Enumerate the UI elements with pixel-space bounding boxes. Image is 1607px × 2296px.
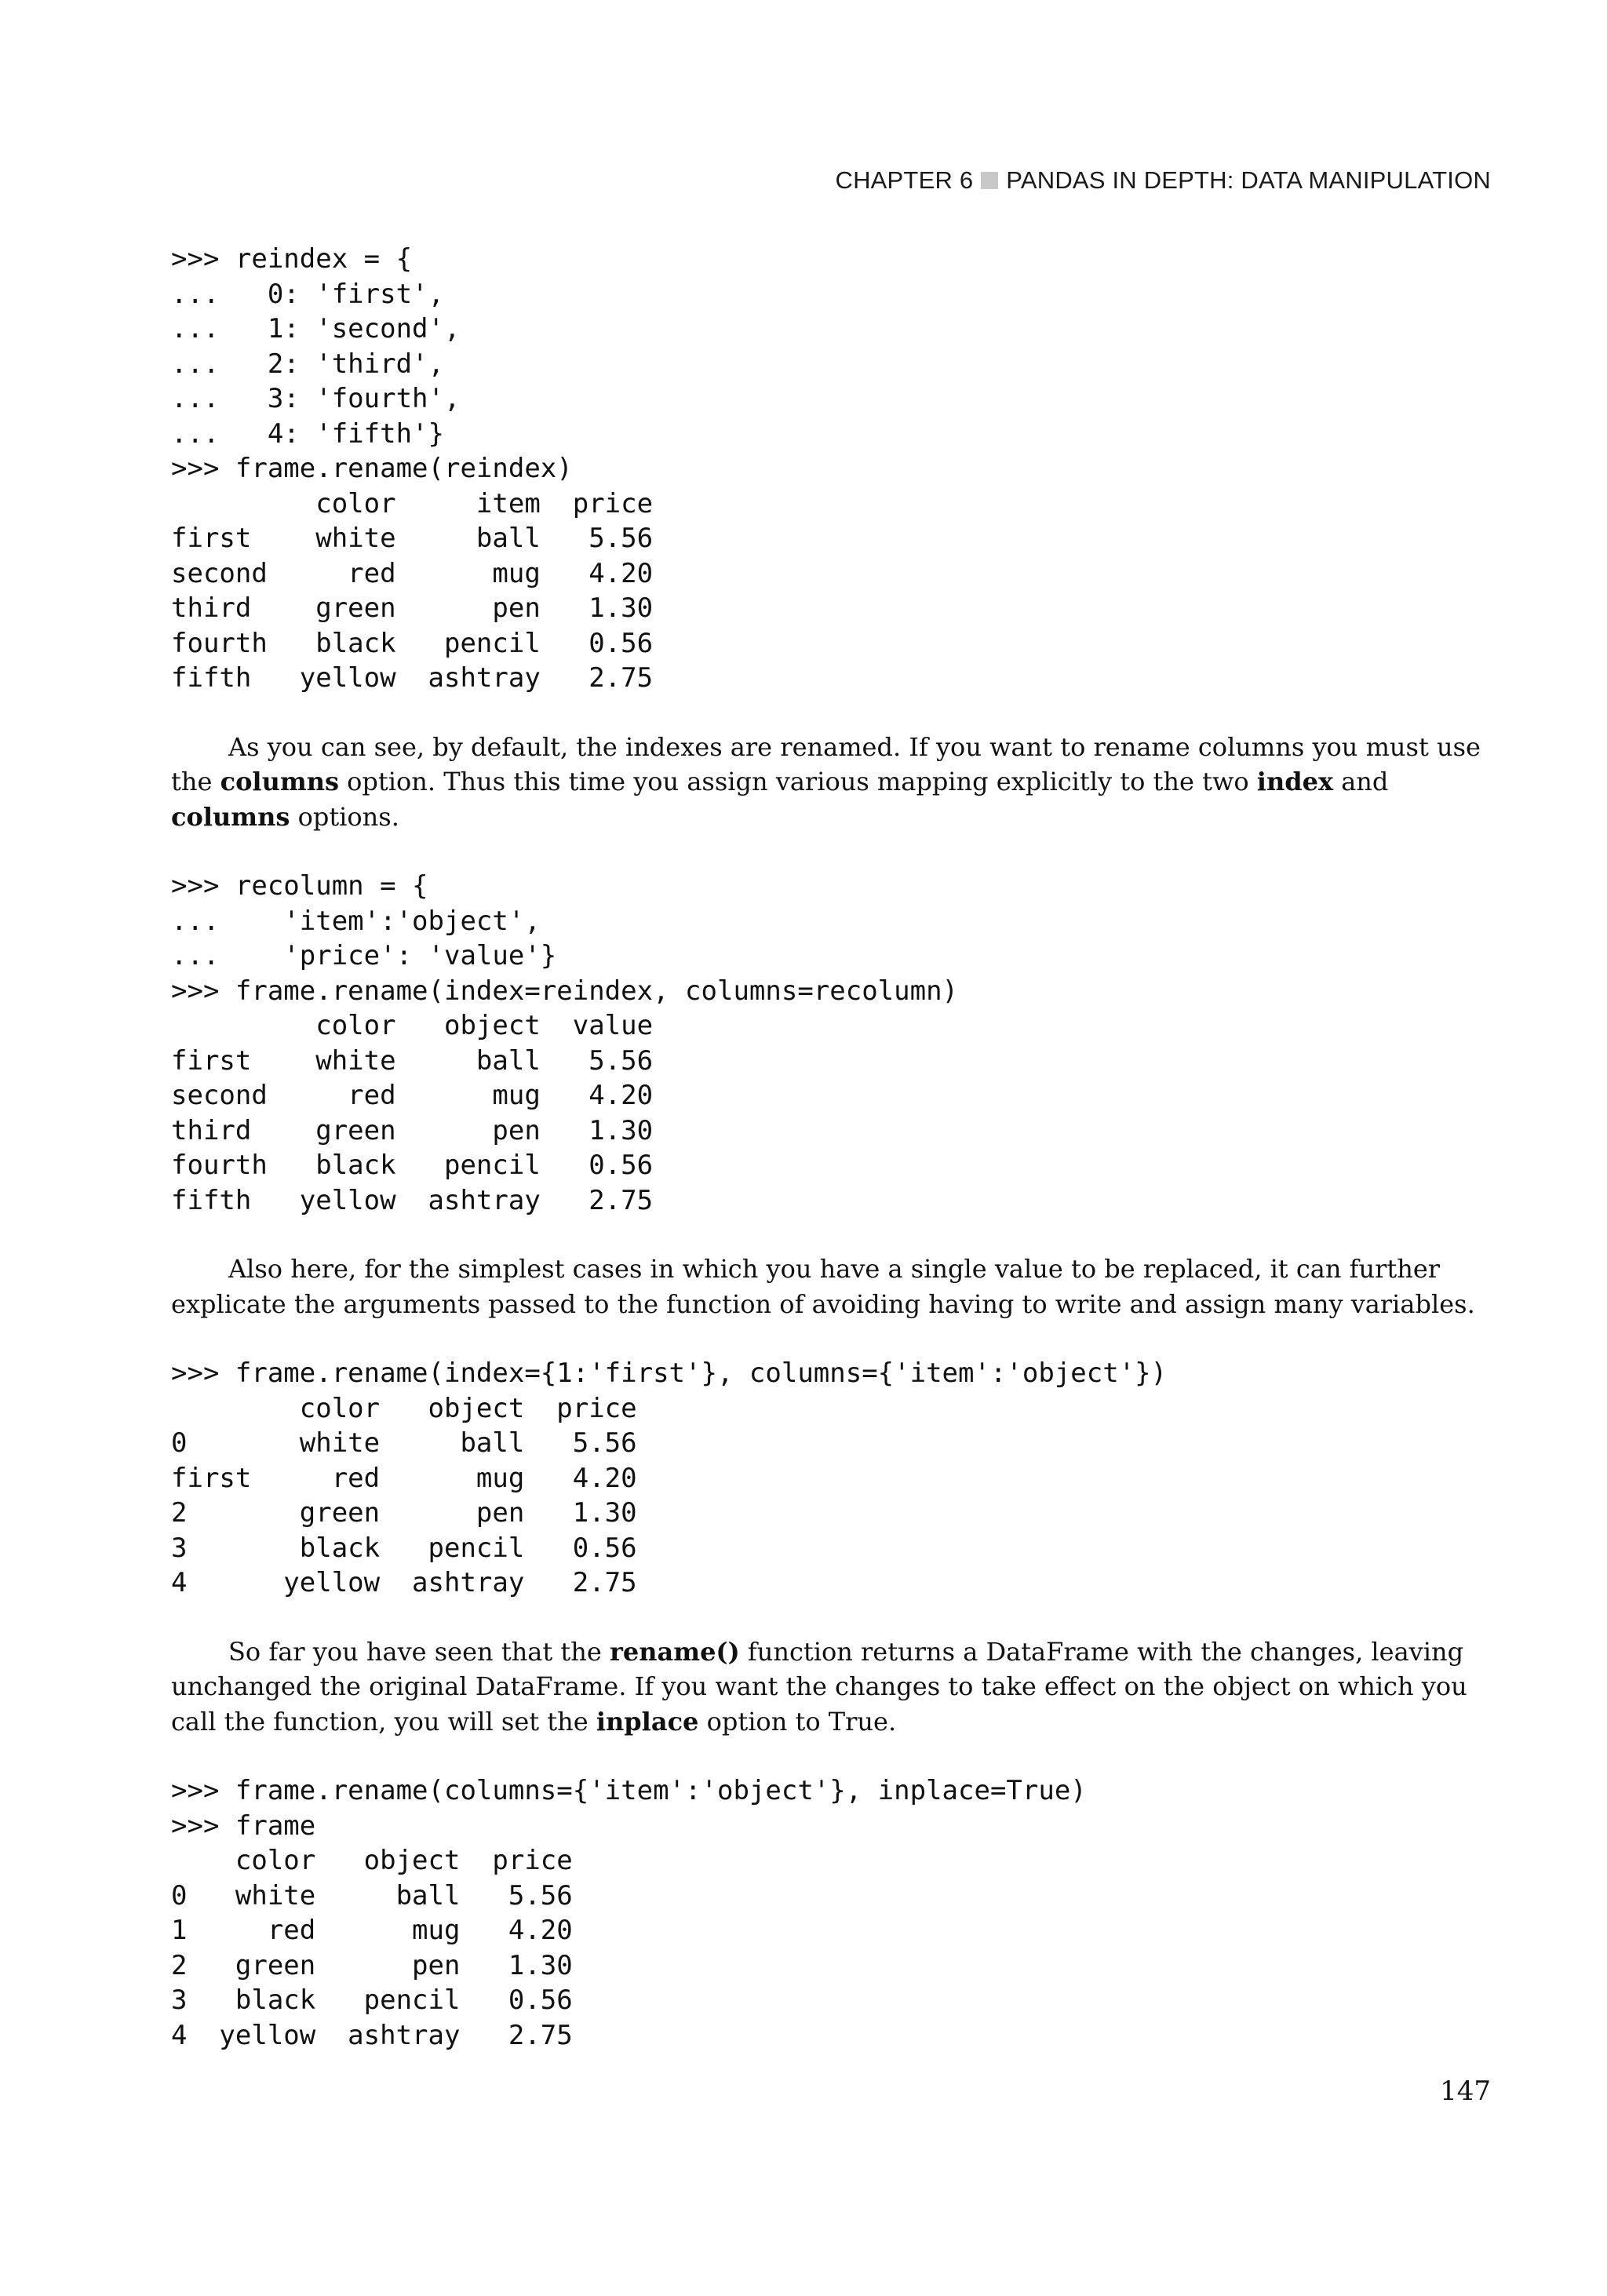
- running-head: [836, 166, 1492, 195]
- paragraph-inplace: [171, 1635, 1491, 1740]
- chapter-label: CHAPTER 6: [835, 166, 974, 194]
- bold-term: columns: [171, 801, 290, 832]
- bold-term: columns: [220, 767, 339, 796]
- paragraph-text: As you can see, by default, the indexes are renamed. If you want to rename columns you must use the: [171, 731, 1481, 796]
- bold-term: inplace: [596, 1706, 699, 1737]
- paragraph-text: Also here, for the simplest cases in which you have a single value to be replaced, it can further explicate the arguments passed to the function of avoiding having to write and assign many variables.: [171, 1254, 1475, 1319]
- page-body: [171, 242, 1491, 2053]
- bold-term: rename(): [609, 1636, 740, 1667]
- paragraph-simplest-cases: [171, 1252, 1491, 1321]
- paragraph-text: option. Thus this time you assign various mapping explicitly to the two: [338, 767, 1257, 796]
- separator-square-icon: [981, 172, 998, 189]
- paragraph-text: option to True.: [698, 1706, 897, 1737]
- code-block-reindex: >>> reindex = { ... 0: 'first', ... 1: 'second', ... 2: 'third', ... 3: 'fourth', ... 4: 'fifth'} >>> frame.rename(reindex) color item price first white ball 5.56 second red mug 4.20 third green pen 1.30 fourth black pencil 0.56 fifth yellow ashtray 2.75: [171, 243, 654, 694]
- page-number: 147: [1440, 2076, 1491, 2107]
- code-block-recolumn: >>> recolumn = { ... 'item':'object', ... 'price': 'value'} >>> frame.rename(index=reindex, columns=recolumn) color object value first white ball 5.56 second red mug 4.20 third green pen 1.30 fourth black pencil 0.56 fifth yellow ashtray 2.75: [171, 870, 959, 1216]
- paragraph-text: function returns a DataFrame with the changes, leaving unchanged the original DataFrame. If you want the changes to take effect on the object on which you call the function, you will set the: [171, 1636, 1467, 1737]
- code-block-inline-rename: >>> frame.rename(index={1:'first'}, columns={'item':'object'}) color object price 0 white ball 5.56 first red mug 4.20 2 green pen 1.30 3 black pencil 0.56 4 yellow ashtray 2.75: [171, 1358, 1168, 1598]
- code-block-inplace: >>> frame.rename(columns={'item':'object'}, inplace=True) >>> frame color object price 0 white ball 5.56 1 red mug 4.20 2 green pen 1.30 3 black pencil 0.56 4 yellow ashtray 2.75: [171, 1775, 1087, 2051]
- paragraph-text: and: [1333, 767, 1389, 796]
- chapter-title: PANDAS IN DEPTH: DATA MANIPULATION: [1006, 166, 1491, 194]
- paragraph-rename-columns: [171, 730, 1491, 835]
- paragraph-text: So far you have seen that the: [228, 1636, 610, 1667]
- bold-term: index: [1256, 767, 1334, 796]
- paragraph-text: options.: [290, 801, 399, 832]
